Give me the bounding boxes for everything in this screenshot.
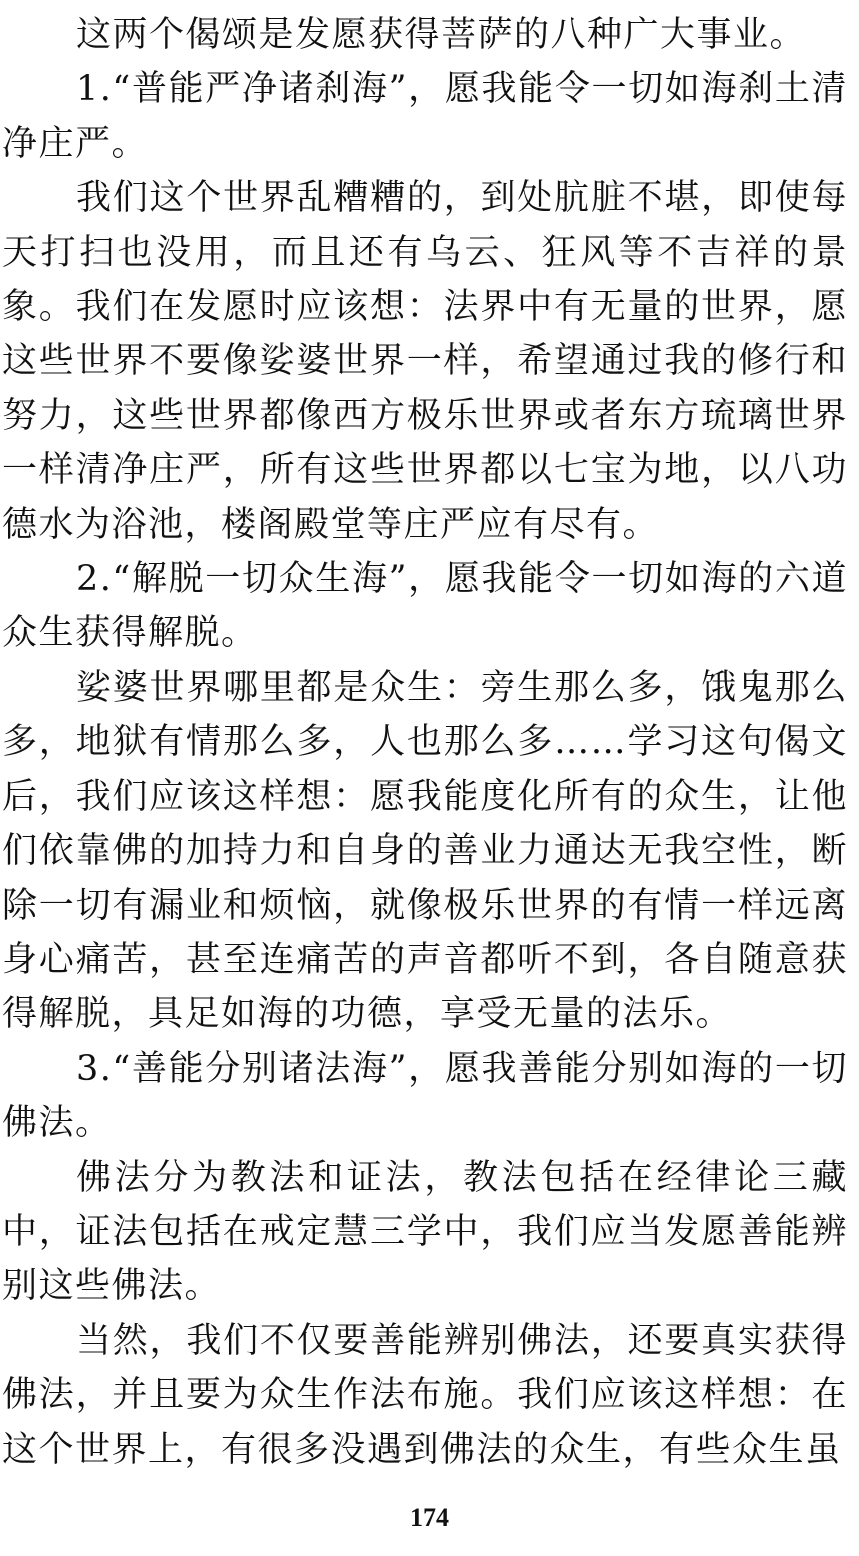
paragraph: 这两个偈颂是发愿获得菩萨的八种广大事业。 bbox=[76, 15, 807, 55]
paragraph: 我们这个世界乱糟糟的，到处肮脏不堪，即使每天打扫也没用，而且还有乌云、狂风等不吉祥的景象。我们在发愿时应该想：法界中有无量的世界，愿这些世界不要像娑婆世界一样，希望通过我的修行和努力，这些世界都像西方极乐世界或者东方琉璃世界一样清净庄严，所有这些世界都以七宝为地，以八功德水为浴池，楼阁殿堂等庄严应有尽有。 bbox=[2, 178, 848, 545]
paragraph: 2.“解脱一切众生海”，愿我能令一切如海的六道众生获得解脱。 bbox=[2, 559, 848, 654]
paragraph: 佛法分为教法和证法，教法包括在经律论三藏中，证法包括在戒定慧三学中，我们应当发愿善能辨别这些佛法。 bbox=[2, 1157, 848, 1307]
paragraph: 娑婆世界哪里都是众生：旁生那么多，饿鬼那么多，地狱有情那么多，人也那么多……学习这句偈文后，我们应该这样想：愿我能度化所有的众生，让他们依靠佛的加持力和自身的善业力通达无我空性，断除一切有漏业和烦恼，就像极乐世界的有情一样远离身心痛苦，甚至连痛苦的声音都听不到，各自随意获得解脱，具足如海的功德，享受无量的法乐。 bbox=[2, 667, 848, 1035]
page-number: 174 bbox=[410, 1503, 449, 1532]
paragraph: 3.“善能分别诸法海”，愿我善能分别如海的一切佛法。 bbox=[2, 1048, 848, 1144]
body-text bbox=[2, 8, 848, 1477]
paragraph: 1.“普能严净诸刹海”，愿我能令一切如海刹土清净庄严。 bbox=[2, 69, 848, 164]
paragraph: 当然，我们不仅要善能辨别佛法，还要真实获得佛法，并且要为众生作法布施。我们应该这样想：在这个世界上，有很多没遇到佛法的众生，有些众生虽 bbox=[2, 1320, 848, 1470]
